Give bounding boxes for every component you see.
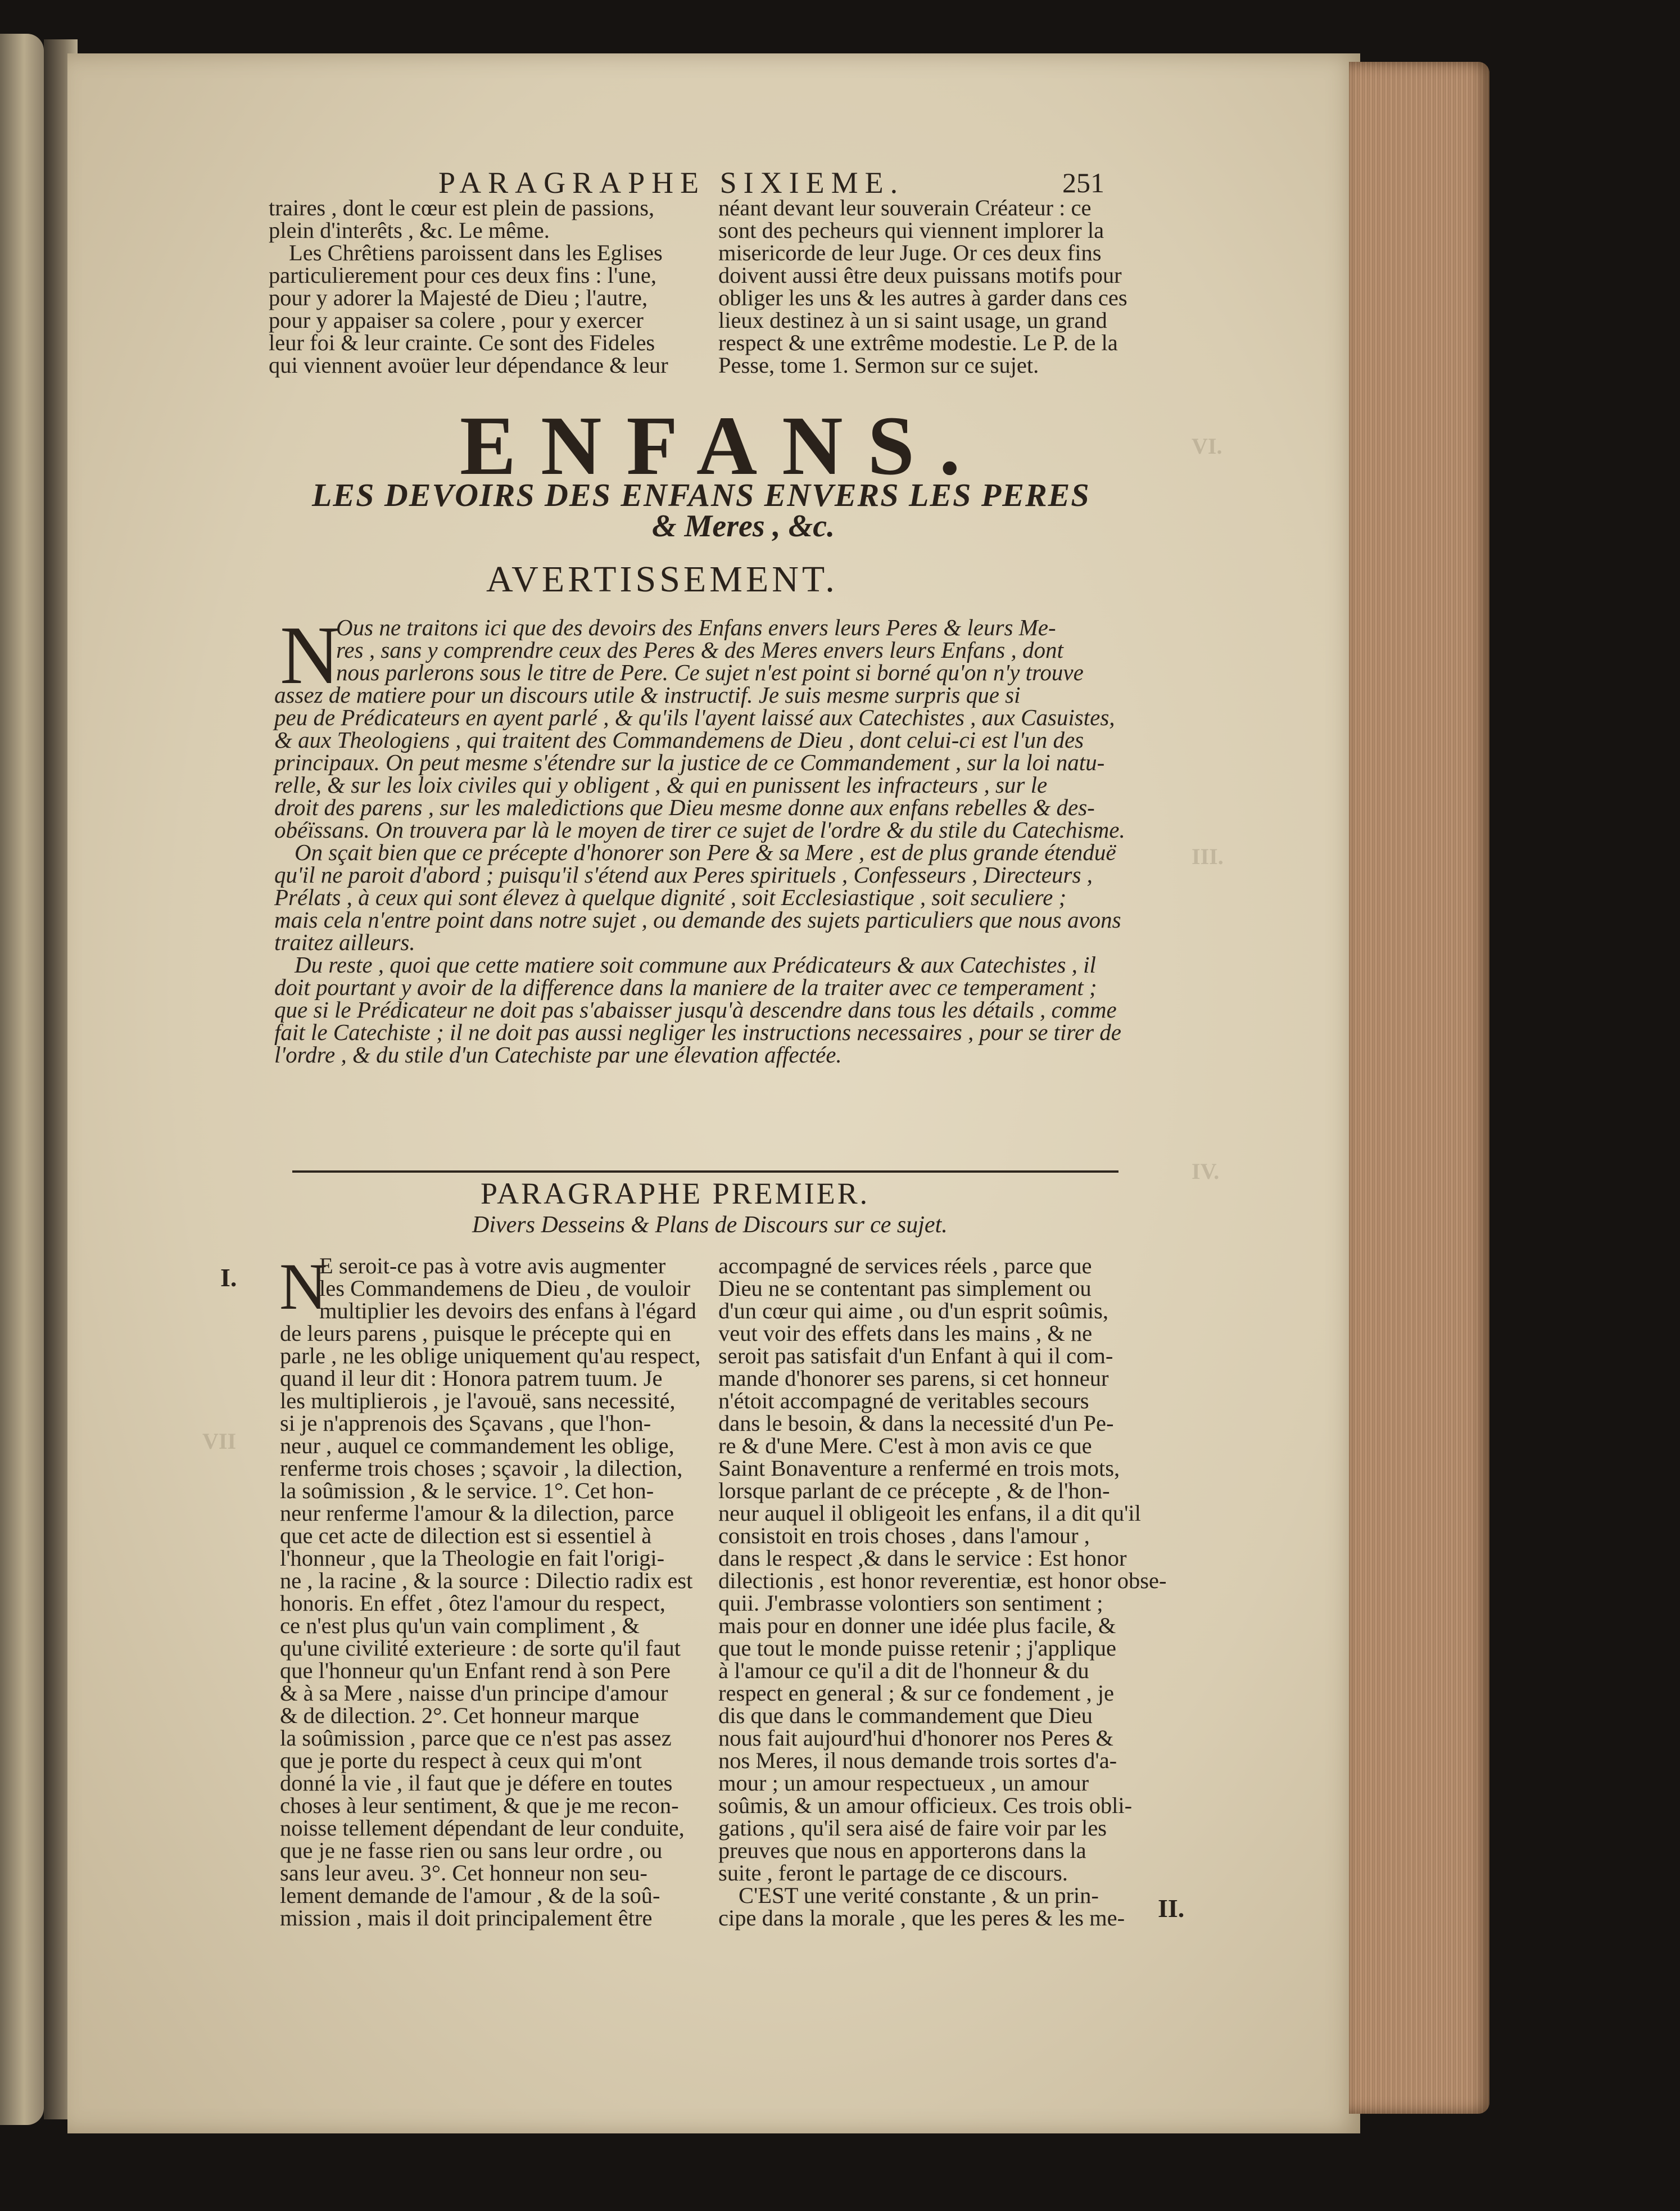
text-line: traires , dont le cœur est plein de passions,	[269, 195, 655, 220]
text-line: accompagné de services réels , parce que	[718, 1253, 1092, 1278]
text-line: la soûmission , & le service. 1°. Cet hon-	[280, 1478, 654, 1503]
text-line: pour y appaiser sa colere , pour y exercer	[269, 308, 644, 333]
text-line: peu de Prédicateurs en ayent parlé , & qu'ils l'ayent laissé aux Catechistes , aux Casuistes,	[274, 704, 1115, 730]
left-page-edge	[0, 34, 44, 2125]
text-line: quand il leur dit : Honora patrem tuum. Je	[280, 1366, 663, 1391]
text-line: pour y adorer la Majesté de Dieu ; l'autre,	[269, 285, 648, 310]
text-line: n'étoit accompagné de veritables secours	[718, 1388, 1089, 1413]
text-line: les multiplierois , je l'avouë, sans necessité,	[280, 1388, 676, 1413]
paragraph-title: PARAGRAPHE PREMIER.	[481, 1177, 870, 1210]
text-line: honoris. En effet , ôtez l'amour du respect,	[280, 1590, 665, 1616]
body-right-column	[718, 1255, 1166, 1929]
text-line: Saint Bonaventure a renfermé en trois mots,	[718, 1455, 1120, 1481]
text-line: nos Meres, il nous demande trois sortes d'a-	[718, 1748, 1117, 1773]
section-rule	[292, 1170, 1119, 1173]
text-line: veut voir des effets dans les mains , & ne	[718, 1321, 1093, 1346]
text-line: d'un cœur qui aime , ou d'un esprit soûmis,	[718, 1298, 1109, 1323]
top-right-column	[718, 197, 1127, 377]
text-line: & de dilection. 2°. Cet honneur marque	[280, 1703, 640, 1728]
text-line: respect & une extrême modestie. Le P. de la	[718, 330, 1118, 355]
text-line: doit pourtant y avoir de la difference dans la maniere de la traiter avec ce temperament ;	[274, 974, 1097, 1000]
text-line: quii. J'embrasse volontiers son sentiment ;	[718, 1590, 1103, 1616]
text-line: Ous ne traitons ici que des devoirs des Enfans envers leurs Peres & leurs Me-	[336, 614, 1056, 640]
running-title: PARAGRAPHE SIXIEME.	[438, 166, 905, 200]
text-line: choses à leur sentiment, & que je me recon-	[280, 1793, 679, 1818]
top-left-column	[269, 197, 668, 377]
paragraph-subtitle: Divers Desseins & Plans de Discours sur ce sujet.	[472, 1212, 948, 1238]
text-line: dans le respect ,& dans le service : Est honor	[718, 1545, 1127, 1571]
section-title: ENFANS.	[460, 399, 985, 492]
text-line: mais pour en donner une idée plus facile, &	[718, 1613, 1116, 1638]
text-line: On sçait bien que ce précepte d'honorer son Pere & sa Mere , est de plus grande étenduë	[295, 839, 1116, 865]
text-line: respect en general ; & sur ce fondement , je	[718, 1680, 1114, 1706]
text-line: que si le Prédicateur ne doit pas s'abaisser jusqu'à descendre dans tous les détails , comme	[274, 997, 1117, 1023]
text-line: ne , la racine , & la source : Dilectio radix est	[280, 1568, 693, 1593]
text-line: re & d'une Mere. C'est à mon avis ce que	[718, 1433, 1092, 1458]
text-line: dans le besoin, & dans la necessité d'un Pe-	[718, 1410, 1114, 1436]
text-line: obéïssans. On trouvera par là le moyen de tirer ce sujet de l'ordre & du stile du Catechisme.	[274, 817, 1125, 843]
text-line: néant devant leur souverain Créateur : ce	[718, 195, 1092, 220]
text-line: preuves que nous en apporterons dans la	[718, 1838, 1086, 1863]
text-line: parle , ne les oblige uniquement qu'au respect,	[280, 1343, 701, 1368]
text-line: Du reste , quoi que cette matiere soit commune aux Prédicateurs & aux Catechistes , il	[295, 952, 1096, 978]
text-line: qui viennent avoüer leur dépendance & leur	[269, 352, 668, 378]
text-line: qu'une civilité exterieure : de sorte qu'il faut	[280, 1635, 681, 1661]
text-line: misericorde de leur Juge. Or ces deux fins	[718, 240, 1102, 265]
text-line: à l'amour ce qu'il a dit de l'honneur & du	[718, 1658, 1089, 1683]
bleed-through: IV.	[1192, 1159, 1220, 1184]
text-line: seroit pas satisfait d'un Enfant à qui il com-	[718, 1343, 1113, 1368]
text-line: dis que dans le commandement que Dieu	[718, 1703, 1093, 1728]
text-line: neur , auquel ce commandement les oblige,	[280, 1433, 674, 1458]
text-line: sont des pecheurs qui viennent implorer la	[718, 218, 1104, 243]
text-line: que je ne fasse rien ou sans leur ordre , ou	[280, 1838, 663, 1863]
text-line: traitez ailleurs.	[274, 929, 415, 955]
text-line: Dieu ne se contentant pas simplement ou	[718, 1276, 1092, 1301]
text-line: mais cela n'entre point dans notre sujet , ou demande des sujets particuliers que nous avons	[274, 907, 1121, 933]
text-line: Pesse, tome 1. Sermon sur ce sujet.	[718, 352, 1039, 378]
text-line: nous parlerons sous le titre de Pere. Ce sujet n'est point si borné qu'on n'y trouve	[336, 659, 1084, 685]
text-line: & à sa Mere , naisse d'un principe d'amour	[280, 1680, 668, 1706]
text-line: lement demande de l'amour , & de la soû-	[280, 1883, 660, 1908]
page-number: 251	[1062, 167, 1104, 198]
text-line: dilectionis , est honor reverentiæ, est honor obse-	[718, 1568, 1167, 1593]
text-line: que tout le monde puisse retenir ; j'applique	[718, 1635, 1116, 1661]
bleed-through: VI.	[1192, 433, 1222, 459]
bleed-through: VII	[202, 1428, 237, 1454]
avertissement-heading: AVERTISSEMENT.	[486, 559, 838, 600]
text-line: si je n'apprenois des Sçavans , que l'hon-	[280, 1410, 651, 1436]
text-line: ce n'est plus qu'un vain compliment , &	[280, 1613, 640, 1638]
text-line: leur foi & leur crainte. Ce sont des Fideles	[269, 330, 655, 355]
text-line: assez de matiere pour un discours utile & instructif. Je suis mesme surpris que si	[274, 682, 1021, 708]
margin-mark-first: I.	[220, 1263, 237, 1292]
text-line: mission , mais il doit principalement être	[280, 1905, 653, 1930]
margin-mark-second: II.	[1158, 1894, 1185, 1923]
text-line: noisse tellement dépendant de leur conduite,	[280, 1815, 685, 1841]
text-line: renferme trois choses ; sçavoir , la dilection,	[280, 1455, 683, 1481]
section-subtitle-line2: & Meres , &c.	[652, 509, 835, 544]
text-line: particulierement pour ces deux fins : l'une,	[269, 263, 656, 288]
text-line: neur auquel il obligeoit les enfans, il a dit qu'il	[718, 1500, 1141, 1526]
text-line: doivent aussi être deux puissans motifs pour	[718, 263, 1122, 288]
text-line: nous fait aujourd'hui d'honorer nos Peres &	[718, 1725, 1113, 1751]
section-subtitle-line1: LES DEVOIRS DES ENFANS ENVERS LES PERES	[312, 477, 1090, 513]
text-line: qu'il ne paroit d'abord ; puisqu'il s'étend aux Peres spirituels , Confesseurs , Directeurs ,	[274, 862, 1093, 888]
avertissement-dropcap: N	[280, 609, 340, 702]
text-line: multiplier les devoirs des enfans à l'égard	[319, 1298, 696, 1323]
text-line: & aux Theologiens , qui traitent des Commandemens de Dieu , dont celui-ci est l'un des	[274, 727, 1084, 753]
text-line: mande d'honorer ses parens, si cet honneur	[718, 1366, 1109, 1391]
text-line: l'ordre , & du stile d'un Catechiste par une élevation affectée.	[274, 1042, 842, 1068]
text-line: E seroit-ce pas à votre avis augmenter	[319, 1253, 666, 1278]
text-line: les Commandemens de Dieu , de vouloir	[319, 1276, 691, 1301]
text-line: C'EST une verité constante , & un prin-	[739, 1883, 1099, 1908]
text-line: lorsque parlant de ce précepte , & de l'hon-	[718, 1478, 1110, 1503]
text-line: que je porte du respect à ceux qui m'ont	[280, 1748, 642, 1773]
body-dropcap: N	[279, 1250, 328, 1323]
text-line: que l'honneur qu'un Enfant rend à son Pere	[280, 1658, 671, 1683]
text-line: soûmis, & un amour officieux. Ces trois obli-	[718, 1793, 1133, 1818]
text-line: l'honneur , que la Theologie en fait l'origi-	[280, 1545, 665, 1571]
text-line: sans leur aveu. 3°. Cet honneur non seu-	[280, 1860, 647, 1886]
avertissement-text	[274, 609, 1125, 1068]
text-line: fait le Catechiste ; il ne doit pas aussi negliger les instructions necessaires , pour se tirer de	[274, 1019, 1121, 1045]
text-line: de leurs parens , puisque le précepte qui en	[280, 1321, 672, 1346]
text-line: donné la vie , il faut que je défere en toutes	[280, 1770, 673, 1796]
text-line: principaux. On peut mesme s'étendre sur la justice de ce Commandement , sur la loi natu-	[274, 749, 1105, 775]
page-fore-edge	[1349, 62, 1489, 2114]
text-line: lieux destinez à un si saint usage, un grand	[718, 308, 1107, 333]
text-line: consistoit en trois choses , dans l'amour ,	[718, 1523, 1090, 1548]
text-line: cipe dans la morale , que les peres & les me-	[718, 1905, 1125, 1930]
text-line: la soûmission , parce que ce n'est pas assez	[280, 1725, 672, 1751]
text-line: obliger les uns & les autres à garder dans ces	[718, 285, 1127, 310]
text-line: gations , qu'il sera aisé de faire voir par les	[718, 1815, 1107, 1841]
text-line: que cet acte de dilection est si essentiel à	[280, 1523, 652, 1548]
body-left-column	[279, 1250, 701, 1930]
text-line: plein d'interêts , &c. Le même.	[269, 218, 550, 243]
text-line: Prélats , à ceux qui sont élevez à quelque dignité , soit Ecclesiastique , soit seculiere ;	[274, 884, 1067, 910]
bleed-through: III.	[1192, 844, 1224, 869]
text-line: neur renferme l'amour & la dilection, parce	[280, 1500, 674, 1526]
text-line: mour ; un amour respectueux , un amour	[718, 1770, 1089, 1796]
text-line: droit des parens , sur les maledictions que Dieu mesme donne aux enfans rebelles & des-	[274, 794, 1095, 820]
text-line: res , sans y comprendre ceux des Peres & des Meres envers leurs Enfans , dont	[336, 637, 1063, 663]
text-line: Les Chrêtiens paroissent dans les Eglises	[289, 240, 663, 265]
text-line: relle, & sur les loix civiles qui y obligent , & qui en punissent les infracteurs , sur le	[274, 772, 1048, 798]
text-line: suite , feront le partage de ce discours.	[718, 1860, 1068, 1886]
